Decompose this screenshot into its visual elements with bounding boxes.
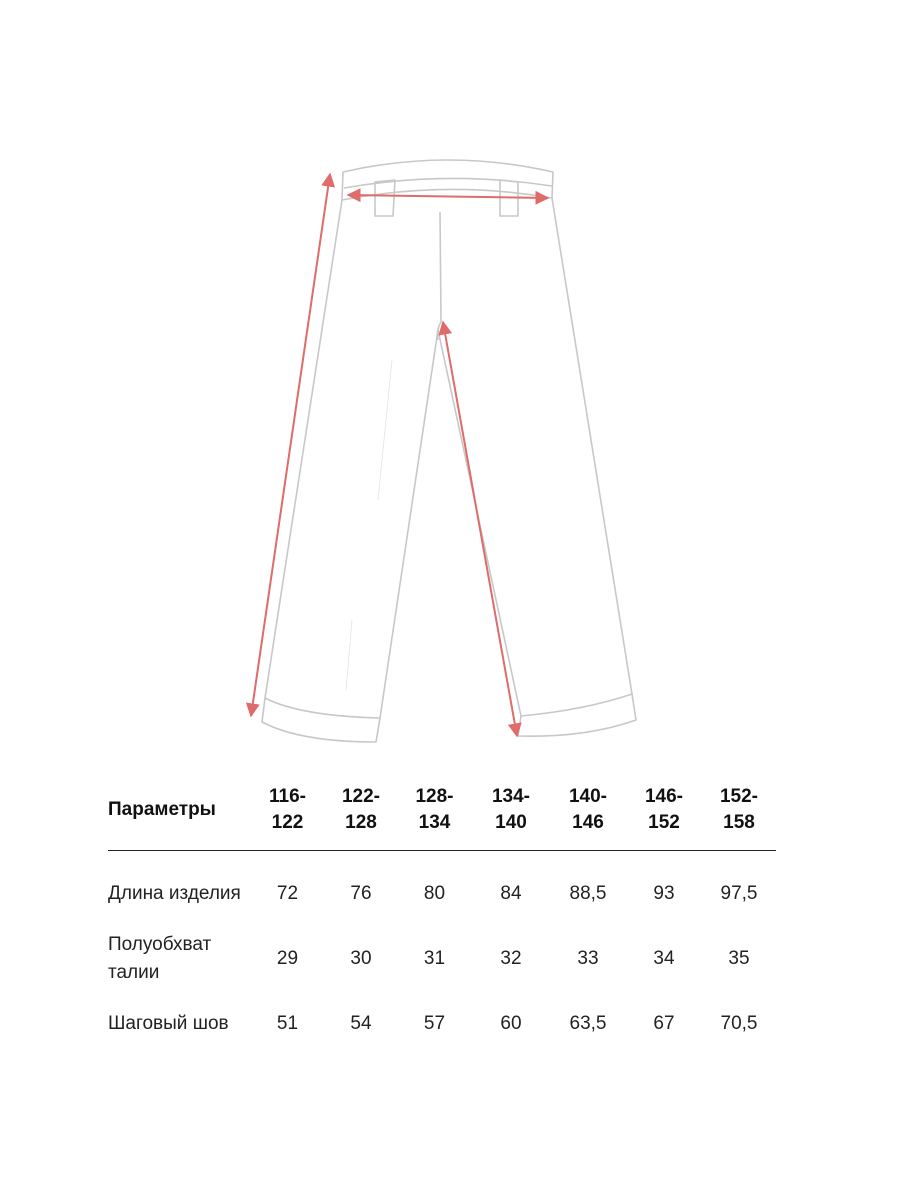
table-cell: 80 [423, 882, 446, 904]
measurement-arrows [251, 174, 548, 736]
inseam-arrow [443, 322, 517, 736]
size-table [108, 784, 776, 1056]
length-arrow [251, 174, 330, 716]
pants-outline [262, 160, 636, 742]
table-cell: 30 [350, 947, 372, 969]
header-row [108, 784, 776, 851]
row-label: Шаговый шов [108, 1012, 229, 1034]
parameters-header: Параметры [108, 784, 250, 851]
table-cell: 35 [728, 947, 750, 969]
table-cell: 93 [653, 882, 675, 904]
table-cell: 84 [500, 882, 522, 904]
table-cell: 76 [350, 882, 372, 904]
table-cell: 51 [276, 1012, 299, 1034]
table-cell: 88,5 [569, 882, 607, 904]
table-row [108, 926, 776, 991]
table-cell: 60 [500, 1012, 522, 1034]
size-header: 152- 158 [702, 784, 776, 851]
table-cell: 31 [423, 947, 446, 969]
table-cell: 54 [350, 1012, 372, 1034]
size-header: 116- 122 [250, 784, 325, 851]
size-header: 134- 140 [472, 784, 550, 851]
table-cell: 29 [276, 947, 299, 969]
table-row [108, 851, 776, 927]
row-label: Полуобхват талии [108, 933, 212, 983]
row-label: Длина изделия [108, 882, 241, 904]
table-row [108, 991, 776, 1056]
table-cell: 63,5 [569, 1012, 607, 1034]
size-header: 140- 146 [550, 784, 626, 851]
size-header: 122- 128 [325, 784, 397, 851]
size-header: 128- 134 [397, 784, 472, 851]
size-header: 146- 152 [626, 784, 702, 851]
table-cell: 67 [653, 1012, 675, 1034]
table-cell: 70,5 [720, 1012, 758, 1034]
table-cell: 32 [500, 947, 522, 969]
table-cell: 33 [577, 947, 599, 969]
table-cell: 97,5 [720, 882, 758, 904]
table-cell: 34 [653, 947, 675, 969]
table-cell: 57 [423, 1012, 446, 1034]
table-cell: 72 [276, 882, 299, 904]
